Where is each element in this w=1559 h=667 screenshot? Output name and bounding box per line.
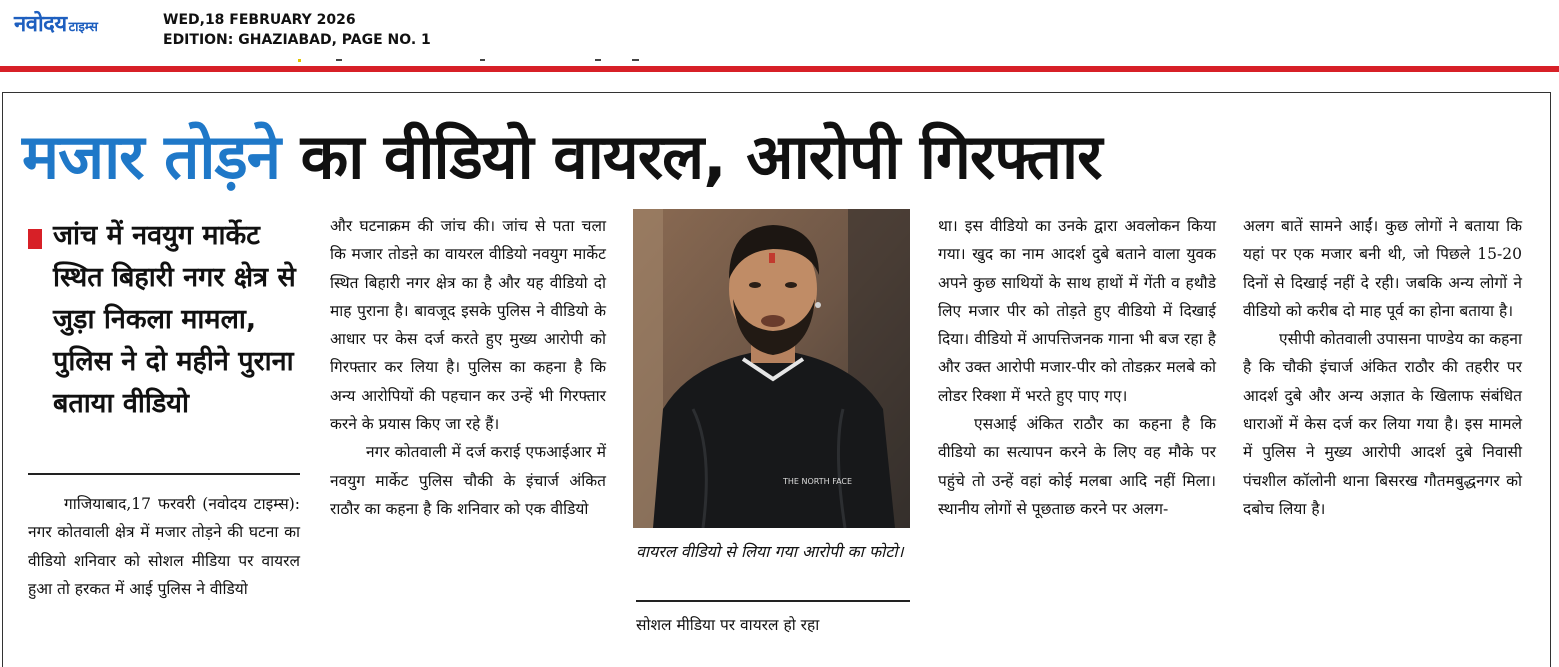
header-red-rule (0, 66, 1559, 72)
red-bullet-icon (28, 229, 42, 249)
edition-line: EDITION: GHAZIABAD, PAGE NO. 1 (163, 32, 431, 48)
headline-black-part: का वीडियो वायरल, आरोपी गिरफ्तार (300, 120, 1102, 193)
masthead (0, 0, 1559, 66)
subheadline-text: जांच में नवयुग मार्केट स्थित बिहारी नगर क्षेत्र से जुड़ा निकला मामला, पुलिस ने दो महीने पुराना बताया वीडियो (53, 220, 296, 419)
paragraph: एसीपी कोतवाली उपासना पाण्डेय का कहना है कि चौकी इंचार्ज अंकित राठौर की तहरीर पर आदर्श दुबे और अन्य अज्ञात के खिलाफ संबंधित धाराओं में केस दर्ज कर लिया गया है। इस मामले में पुलिस ने मुख्य आरोपी आदर्श दुबे निवासी पंचशील कॉलोनी थाना बिसरख गौतमबुद्धनगर को दबोच लिया है। (1243, 330, 1522, 518)
paragraph: और घटनाक्रम की जांच की। जांच से पता चला कि मजार तोडऩे का वायरल वीडियो नवयुग मार्केट स्थित बिहारी नगर क्षेत्र का है और यह वीडियो दो माह पुराना है। बावजूद इसके पुलिस ने वीडियो के आधार पर केस दर्ज करते हुए मुख्य आरोपी को गिरफ्तार कर लिया है। पुलिस का कहना है कि अन्य आरोपियों की पहचान कर उन्हें भी गिरफ्तार करने के प्रयास किए जा रहे हैं। (330, 217, 606, 434)
photo-caption: वायरल वीडियो से लिया गया आरोपी का फोटो। (636, 542, 904, 561)
article-column-4 (938, 212, 1216, 523)
article-column-3 (636, 611, 912, 639)
paragraph: एसआई अंकित राठौर का कहना है कि वीडियो का सत्यापन करने के लिए वह मौके पर पहुंचे तो उन्हें वहां कोई मलबा आदि नहीं मिला। स्थानीय लोगों से पूछताछ करने पर अलग- (938, 415, 1216, 518)
article-column-2 (330, 212, 606, 523)
headline (22, 114, 1532, 199)
logo-main-text: नवोदय (14, 12, 67, 37)
article-column-5 (1243, 212, 1522, 523)
headline-blue-part: मजार तोड़ने (22, 120, 281, 193)
jacket-logo: THE NORTH FACE (783, 477, 853, 486)
article-column-1 (28, 490, 300, 603)
date-line: WED,18 FEBRUARY 2026 (163, 12, 356, 28)
paragraph: गाजियाबाद,17 फरवरी (नवोदय टाइम्स): नगर कोतवाली क्षेत्र में मजार तोड़ने की घटना का वीडियो शनिवार को सोशल मीडिया पर वायरल हुआ तो हरकत में आई पुलिस ने वीडियो (28, 495, 300, 598)
caption-divider (636, 600, 910, 602)
newspaper-logo (14, 8, 98, 38)
photo-illustration (633, 209, 910, 528)
paragraph: सोशल मीडिया पर वायरल हो रहा (636, 616, 820, 634)
clipped-text-fragments (0, 56, 1559, 64)
accused-photo (633, 209, 910, 528)
logo-sub-text: टाइम्स (68, 20, 98, 35)
subhead-divider (28, 473, 300, 475)
edition-info (163, 10, 431, 50)
paragraph: अलग बातें सामने आईं। कुछ लोगों ने बताया कि यहां पर एक मजार बनी थी, जो पिछले 15-20 दिनों से दिखाई नहीं दे रही। जबकि अन्य लोगों ने वीडियो को करीब दो माह पूर्व का होना बताया है। (1243, 217, 1522, 320)
paragraph: नगर कोतवाली में दर्ज कराई एफआईआर में नवयुग मार्केट पुलिस चौकी के इंचार्ज अंकित राठौर का कहना है कि शनिवार को एक वीडियो (330, 443, 606, 518)
paragraph: था। इस वीडियो का उनके द्वारा अवलोकन किया गया। खुद का नाम आदर्श दुबे बताने वाला युवक अपने कुछ साथियों के साथ हाथों में गेंती व हथौडे लिए मजार पीर को तोड़ते हुए वीडियो में दिखाई दिया। वीडियो में आपत्तिजनक गाना भी बज रहा है और उक्त आरोपी मजार-पीर को तोडक़र मलबे को लोडर रिक्शा में भरते हुए पाए गए। (938, 217, 1216, 405)
